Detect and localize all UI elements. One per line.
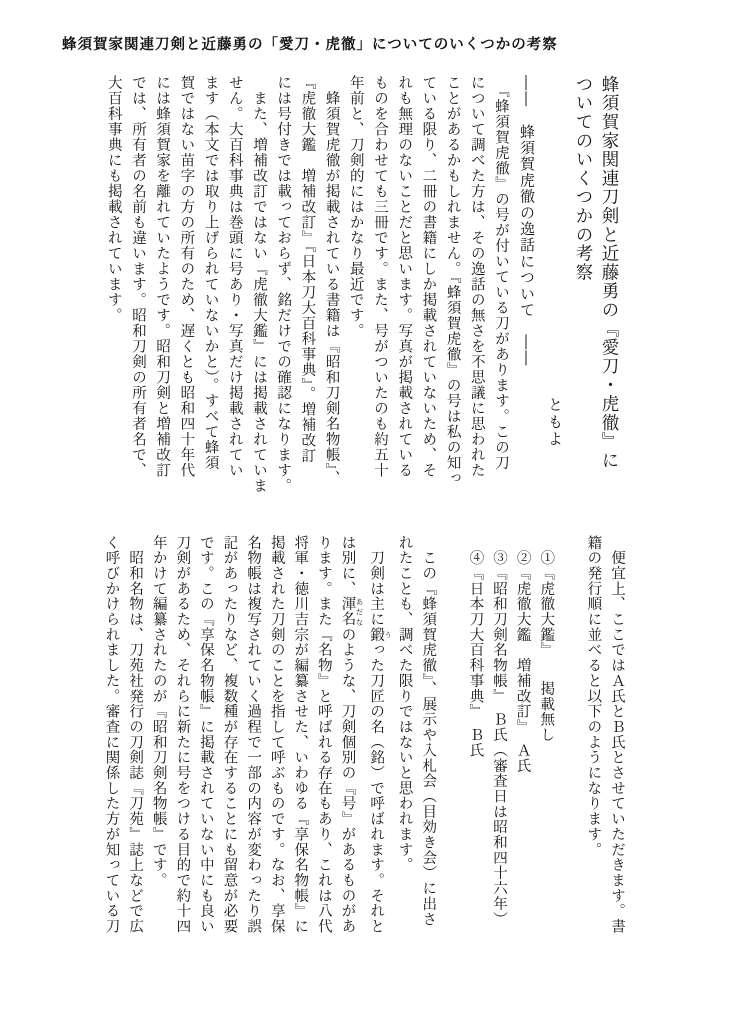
text-column: について調べた方は、その逸話の無さを不思議に思われた (468, 75, 485, 478)
text-column: 年かけて編纂されたのが『昭和刀剣名物帳』です。 (150, 535, 167, 889)
text-column: 記があったりなど、複数種が存在することにも留意が必要 (221, 535, 238, 935)
text-column: 大百科事典にも掲載されています。 (105, 75, 122, 323)
text-column: ります。また『名物』と呼ばれる存在もあり、これは八代 (315, 535, 332, 935)
bottom-section (99, 535, 628, 937)
list-item-column: ④『日本刀大百科事典』 Ｂ氏 (467, 535, 484, 758)
text-column: 『蜂須賀虎徹』の号が付いている刀があります。この刀 (493, 75, 509, 471)
text-column: 『虎徹大鑑 増補改訂』『日本刀大百科事典』。増補改訂 (299, 75, 316, 464)
text-column: には蜂須賀家を離れていたようです。昭和刀剣と増補改訂 (154, 75, 171, 478)
text-column: 昭和名物は、刀苑社発行の刀剣誌『刀苑』誌上などで広 (127, 535, 144, 935)
text-column: ことがあるかもしれません。『蜂須賀虎徹』の号は私の知っ (444, 75, 461, 487)
article-title-line-2: ついてのいくつかの考察 (573, 75, 593, 282)
text-column: です。この『享保名物帳』に掲載されていない中にも良い (197, 535, 214, 935)
list-item-column: ②『虎徹大鑑 増補改訂』 Ａ氏 (514, 535, 531, 774)
text-column: れたことも、調べた限りではないと思われます。 (396, 535, 413, 873)
text-column: では、所有者の名前も違います。昭和刀剣の所有者名で、 (129, 75, 146, 478)
article-title-line-1: 蜂須賀家関連刀剣と近藤勇の『愛刀・虎徹』に (599, 75, 619, 470)
text-column: 掲載された刀剣のことを指して呼ぶものです。なお、享保 (268, 535, 285, 935)
text-column: れも無理のないことだと思います。写真が掲載されている (396, 75, 413, 478)
text-column: 賀ではない苗字の方の所有のため、遅くとも昭和四十年代 (178, 75, 195, 478)
text-column: 刀剣は主に鍛 うった刀匠の名（銘）で呼ばれます。それと (368, 535, 393, 935)
section-heading: ―― 蜂須賀虎徹の逸話について ―― (518, 75, 536, 367)
text-column: く呼びかけられました。審査に関係した方が知っている刀 (103, 535, 120, 935)
text-column: 将軍・徳川吉宗が編纂させた、いわゆる『享保名物帳』に (292, 535, 309, 935)
list-item-column: ①『虎徹大鑑』 掲載無し (538, 535, 555, 743)
text-column: は別に、渾名 あだなのような、刀剣個別の『号』があるものがあ (339, 535, 364, 935)
text-column: 刀剣があるため、それらに新たに号をつける目的で約十四 (174, 535, 191, 935)
text-column: 籍の発行順に並べると以下のようになります。 (585, 535, 602, 858)
text-column: ている限り、二冊の書籍にしか掲載されていないため、そ (420, 75, 437, 478)
text-column: ものを合わせても三冊です。また、号がついたのも約五十 (371, 75, 388, 478)
text-column: 名物帳は複写されていく過程で一部の内容が変わったり誤 (245, 535, 262, 935)
text-column: 蜂須賀虎徹が掲載されている書籍は『昭和刀剣名物帳』、 (323, 75, 340, 487)
text-column: 便宜上、ここではＡ氏とＢ氏とさせていただきます。書 (609, 535, 625, 935)
text-column: には号付きでは載っておらず、銘だけでの確認になります。 (275, 75, 292, 494)
text-column: この『蜂須賀虎徹』、展示や入札会（目効き会）に出さ (420, 535, 437, 927)
list-item-column: ③『昭和刀剣名物帳』 Ｂ氏（審査日は昭和四十六年） (491, 535, 508, 927)
text-column: 年前と、刀剣的にはかなり最近です。 (347, 75, 364, 339)
text-column: せん。大百科事典は巻頭に号あり・写真だけ掲載されてい (226, 75, 243, 478)
text-column: ます（本文では取り上げられていないかと）。すべて蜂須 (202, 75, 219, 471)
column-gap (439, 535, 463, 937)
text-column: また、増補改訂ではない『虎徹大鑑』には掲載されていま (250, 75, 267, 494)
author-name: ともよ (546, 397, 564, 448)
column-gap (557, 535, 581, 937)
top-section (102, 75, 622, 494)
running-header: 蜂須賀家関連刀剣と近藤勇の「愛刀・虎徹」についてのいくつかの考察 (62, 37, 558, 53)
